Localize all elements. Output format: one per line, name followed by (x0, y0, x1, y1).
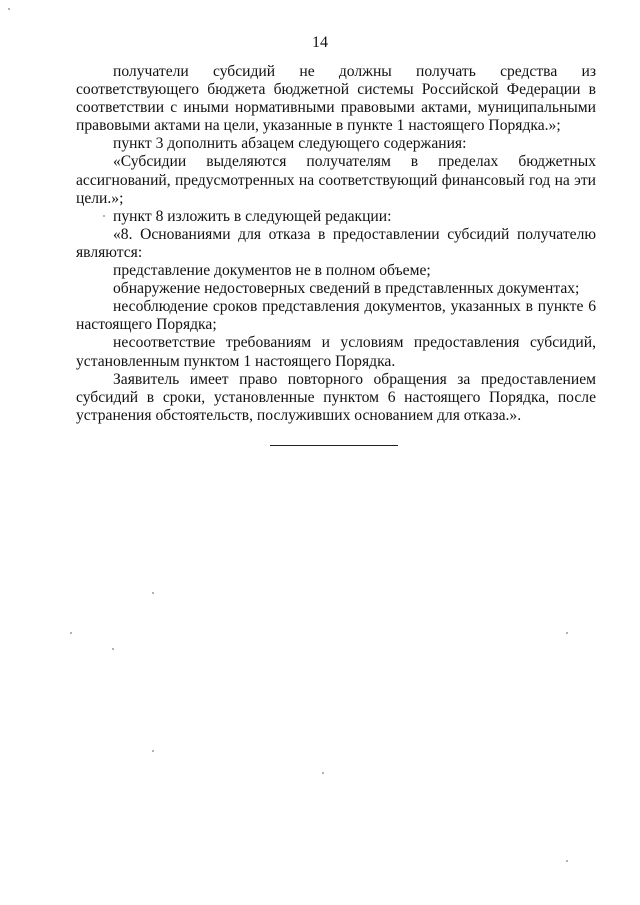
paragraph-recipients-restriction: получатели субсидий не должны получать средства из соответствующего бюджета бюджетной системы Российской Федерации в соответствии с иными нормативными правовыми актами, муниципальными правовыми актами на цели, указанные в пункте 1 настоящего Порядка.»; (76, 63, 596, 135)
paragraph-item3-amendment: пункт 3 дополнить абзацем следующего содержания: (113, 135, 467, 153)
scan-speck (70, 632, 72, 634)
paragraph-refusal-grounds: «8. Основаниями для отказа в предоставлении субсидий получателю являются: (76, 225, 596, 261)
scan-speck (8, 8, 10, 10)
closing-divider-line (270, 445, 398, 446)
paragraph-reapplication-right: Заявитель имеет право повторного обращения за предоставлением субсидий в сроки, установленные пунктом 6 настоящего Порядка, после устранения обстоятельств, послуживших основанием для отказа.». (76, 370, 596, 424)
document-body (76, 63, 596, 425)
paragraph-item8-amendment: пункт 8 изложить в следующей редакции: (113, 207, 392, 225)
scan-speck (566, 860, 568, 862)
scan-speck (322, 772, 324, 774)
scan-speck (152, 592, 154, 594)
paragraph-incomplete-documents: представление документов не в полном объеме; (113, 262, 431, 280)
paragraph-requirements-mismatch: несоответствие требованиям и условиям предоставления субсидий, установленным пунктом 1 настоящего Порядка. (76, 334, 596, 370)
page-number: 14 (312, 34, 328, 51)
scan-speck (112, 648, 114, 650)
paragraph-false-information: обнаружение недостоверных сведений в представленных документах; (113, 280, 580, 298)
scan-speck (103, 215, 105, 217)
scan-speck (152, 750, 154, 752)
paragraph-subsidy-allocation: «Субсидии выделяются получателям в пределах бюджетных ассигнований, предусмотренных на соответствующий финансовый год на эти цели.»; (76, 153, 596, 207)
scan-speck (566, 632, 568, 634)
paragraph-deadline-violation: несоблюдение сроков представления документов, указанных в пункте 6 настоящего Порядка; (76, 298, 596, 334)
